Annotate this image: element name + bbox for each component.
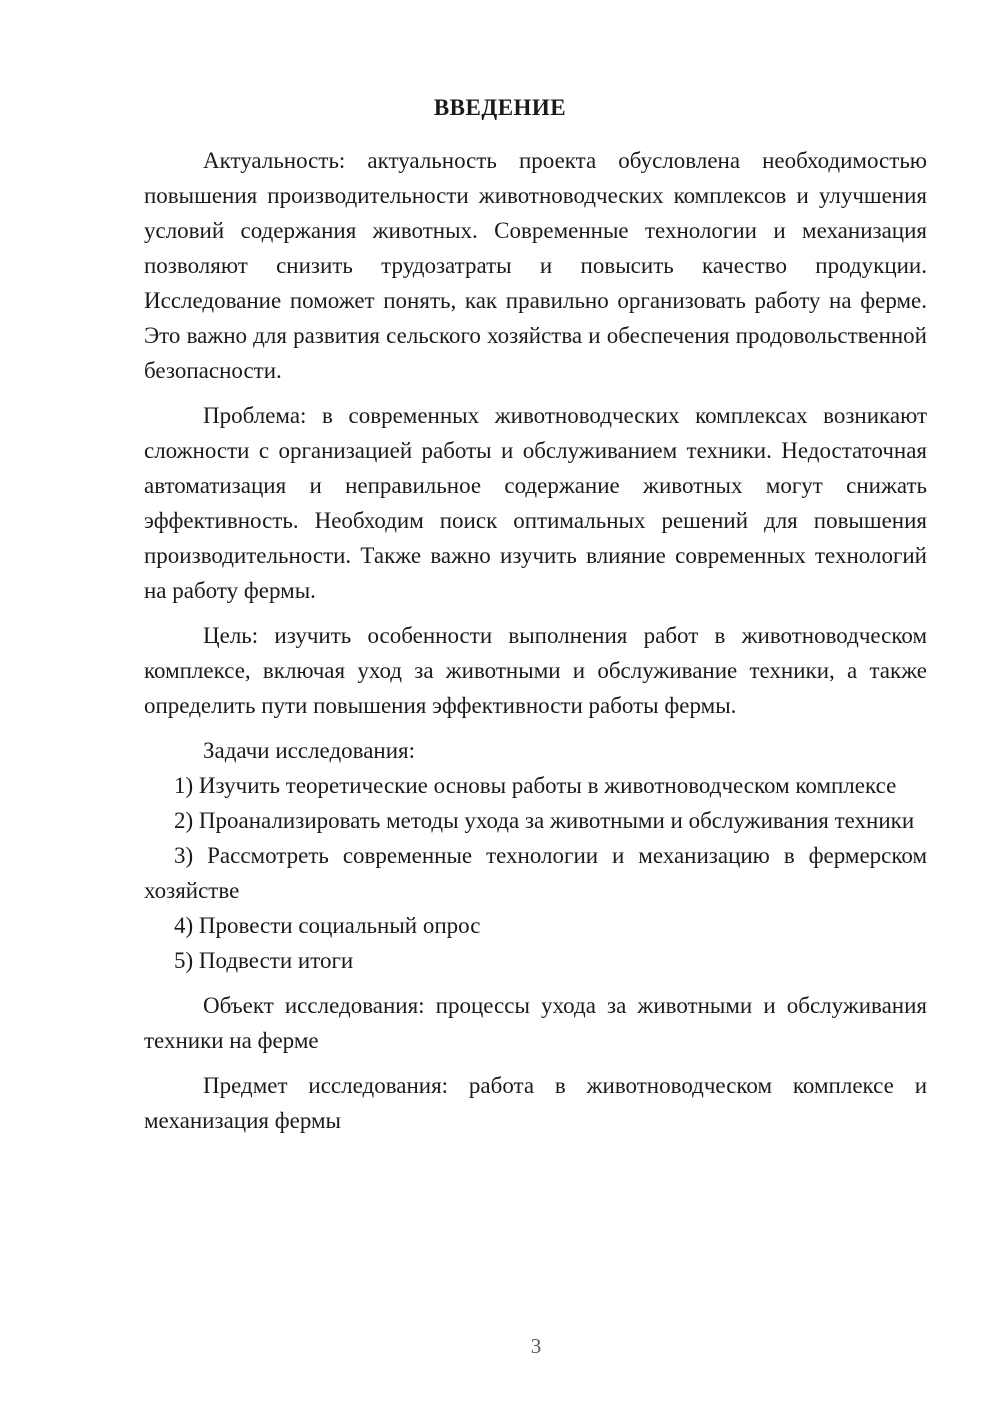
paragraph-tasks-intro: Задачи исследования: — [203, 738, 416, 763]
list-item: 3) Рассмотреть современные технологии и механизацию в фермерском хозяйстве — [144, 843, 927, 903]
page-title: ВВЕДЕНИЕ — [433, 95, 567, 120]
list-item: 2) Проанализировать методы ухода за животными и обслуживания техники — [174, 808, 915, 833]
list-item: 1) Изучить теоретические основы работы в животноводческом комплексе — [174, 773, 897, 798]
body-text — [144, 143, 927, 1138]
list-item: 4) Провести социальный опрос — [174, 913, 481, 938]
page-number: 3 — [530, 1334, 542, 1358]
paragraph-object: Объект исследования: процессы ухода за животными и обслуживания техники на ферме — [144, 993, 927, 1053]
list-item: 5) Подвести итоги — [174, 948, 354, 973]
tasks-list — [144, 768, 927, 978]
paragraph-relevance: Актуальность: актуальность проекта обусловлена необходимостью повышения производительности животноводческих комплексов и улучшения условий содержания животных. Современные технологии и механизация позволяют снизить трудозатраты и повысить качество продукции. Исследование поможет понять, как правильно организовать работу на ферме. Это важно для развития сельского хозяйства и обеспечения продовольственной безопасности. — [144, 148, 927, 383]
paragraph-subject: Предмет исследования: работа в животноводческом комплексе и механизация фермы — [144, 1073, 927, 1133]
paragraph-goal: Цель: изучить особенности выполнения работ в животноводческом комплексе, включая уход за животными и обслуживание техники, а также определить пути повышения эффективности работы фермы. — [144, 623, 927, 718]
paragraph-problem: Проблема: в современных животноводческих комплексах возникают сложности с организацией работы и обслуживанием техники. Недостаточная автоматизация и неправильное содержание животных могут снижать эффективность. Необходим поиск оптимальных решений для повышения производительности. Также важно изучить влияние современных технологий на работу фермы. — [144, 403, 927, 603]
